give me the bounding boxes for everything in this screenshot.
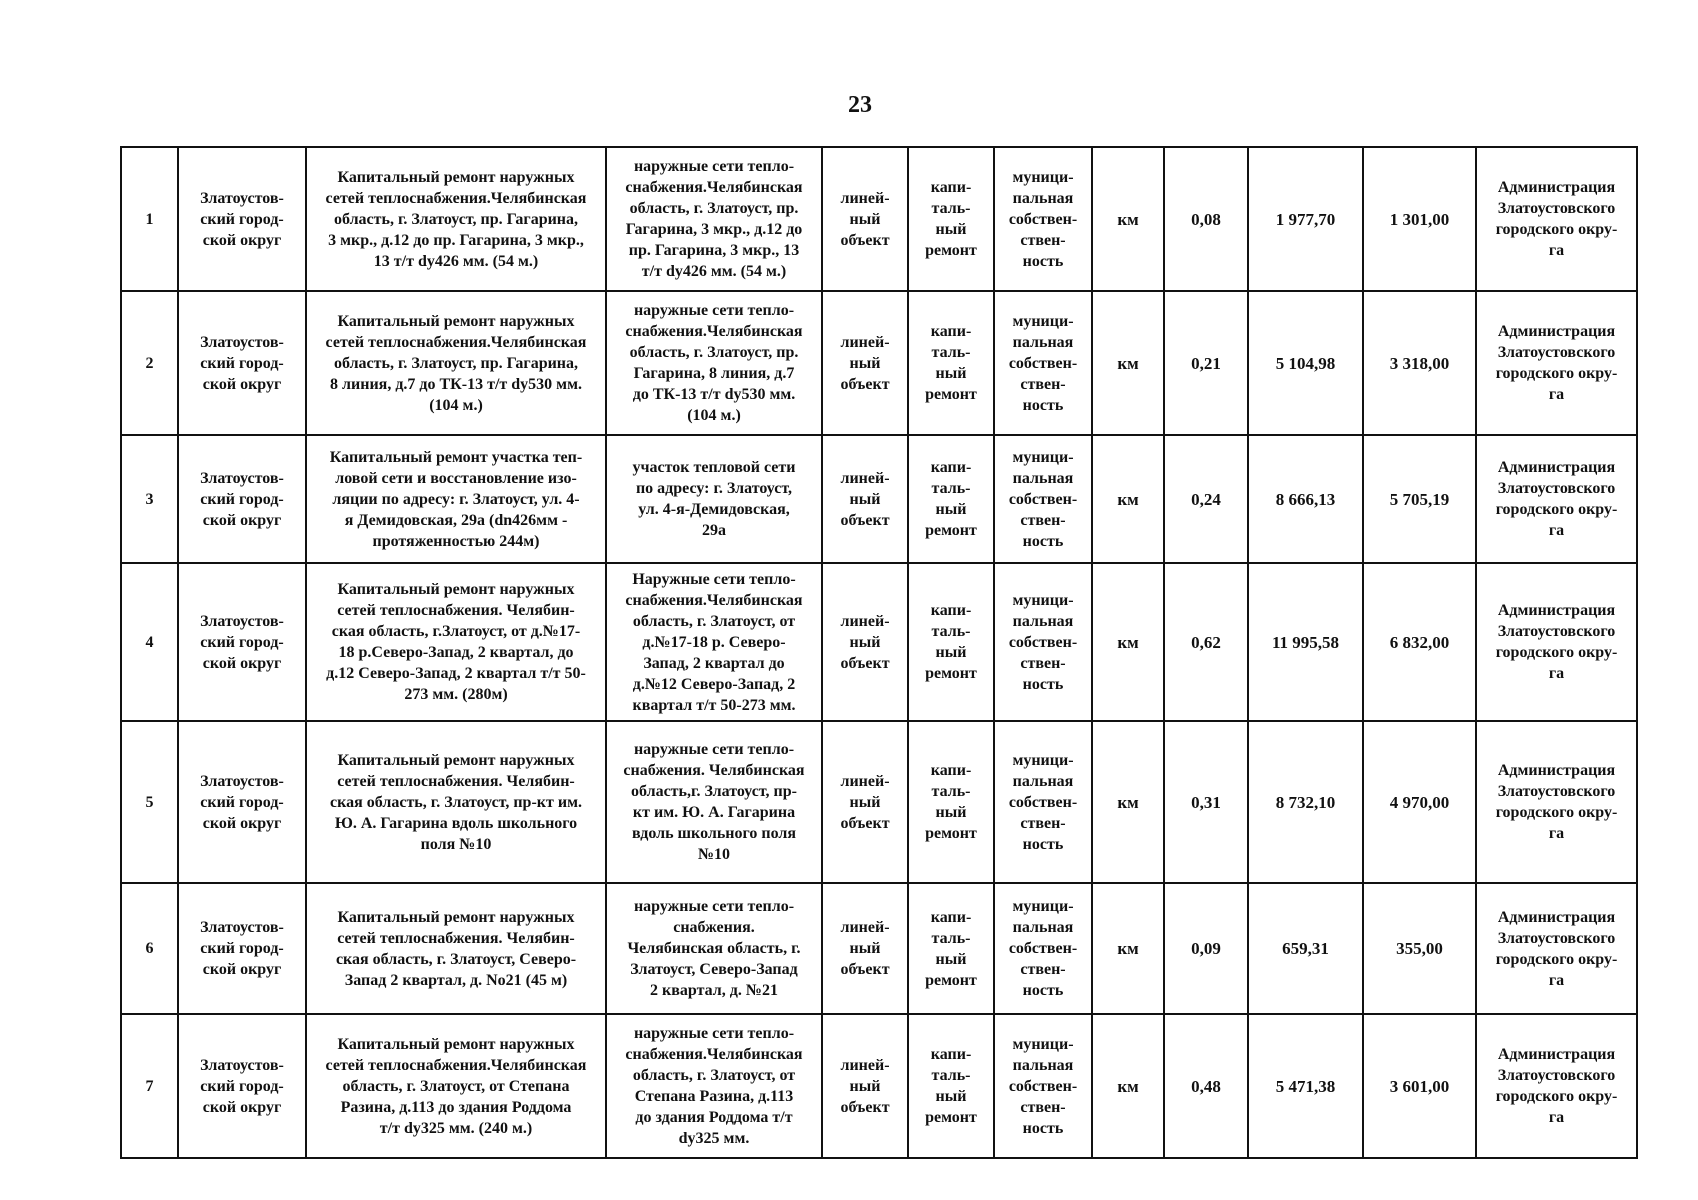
cost-value: 5 471,38	[1248, 1014, 1363, 1158]
funding-value: 1 301,00	[1363, 147, 1476, 291]
cost-value: 8 666,13	[1248, 435, 1363, 563]
registry-table	[120, 146, 1638, 1159]
object-type: линей- ный объект	[822, 563, 908, 721]
ownership-form: муници- пальная собствен- ствен- ность	[994, 563, 1092, 721]
project-name: Капитальный ремонт наружных сетей теплоснабжения. Челябин- ская область, г. Златоуст, пр-кт им. Ю. А. Гагарина вдоль школьного поля №10	[306, 721, 606, 883]
project-name: Капитальный ремонт наружных сетей теплоснабжения. Челябин- ская область, г.Златоуст, от д.№17- 18 р.Северо-Запад, 2 квартал, до д.12 Северо-Запад, 2 квартал т/т 50- 273 мм. (280м)	[306, 563, 606, 721]
object-description: наружные сети тепло- снабжения.Челябинская область, г. Златоуст, пр. Гагарина, 3 мкр., д.12 до пр. Гагарина, 3 мкр., 13 т/т dy426 мм. (54 м.)	[606, 147, 822, 291]
work-type: капи- таль- ный ремонт	[908, 147, 994, 291]
ownership-form: муници- пальная собствен- ствен- ность	[994, 883, 1092, 1014]
funding-value: 4 970,00	[1363, 721, 1476, 883]
project-name: Капитальный ремонт наружных сетей теплоснабжения.Челябинская область, г. Златоуст, пр. Гагарина, 3 мкр., д.12 до пр. Гагарина, 3 мкр., 13 т/т dy426 мм. (54 м.)	[306, 147, 606, 291]
work-type: капи- таль- ный ремонт	[908, 1014, 994, 1158]
object-type: линей- ный объект	[822, 435, 908, 563]
project-name: Капитальный ремонт участка теп- ловой сети и восстановление изо- ляции по адресу: г. Златоуст, ул. 4- я Демидовская, 29а (dn426мм - протяженностью 244м)	[306, 435, 606, 563]
unit: км	[1092, 883, 1164, 1014]
cost-value: 8 732,10	[1248, 721, 1363, 883]
object-type: линей- ный объект	[822, 883, 908, 1014]
work-type: капи- таль- ный ремонт	[908, 291, 994, 435]
unit: км	[1092, 563, 1164, 721]
customer: Администрация Златоустовского городского окру- га	[1476, 883, 1637, 1014]
object-description: наружные сети тепло- снабжения. Челябинская область, г. Златоуст, Северо-Запад 2 квартал, д. №21	[606, 883, 822, 1014]
length-value: 0,08	[1164, 147, 1248, 291]
row-number: 2	[121, 291, 178, 435]
municipal-district: Златоустов- ский город- ской округ	[178, 1014, 306, 1158]
ownership-form: муници- пальная собствен- ствен- ность	[994, 291, 1092, 435]
object-type: линей- ный объект	[822, 147, 908, 291]
object-description: участок тепловой сети по адресу: г. Златоуст, ул. 4-я-Демидовская, 29а	[606, 435, 822, 563]
cost-value: 659,31	[1248, 883, 1363, 1014]
funding-value: 5 705,19	[1363, 435, 1476, 563]
ownership-form: муници- пальная собствен- ствен- ность	[994, 1014, 1092, 1158]
funding-value: 3 318,00	[1363, 291, 1476, 435]
project-name: Капитальный ремонт наружных сетей теплоснабжения. Челябин- ская область, г. Златоуст, Северо- Запад 2 квартал, д. No21 (45 м)	[306, 883, 606, 1014]
length-value: 0,24	[1164, 435, 1248, 563]
cost-value: 1 977,70	[1248, 147, 1363, 291]
unit: км	[1092, 721, 1164, 883]
length-value: 0,21	[1164, 291, 1248, 435]
object-description: наружные сети тепло- снабжения.Челябинская область, г. Златоуст, от Степана Разина, д.113 до здания Роддома т/т dy325 мм.	[606, 1014, 822, 1158]
unit: км	[1092, 1014, 1164, 1158]
row-number: 7	[121, 1014, 178, 1158]
unit: км	[1092, 147, 1164, 291]
table-row	[121, 563, 1637, 721]
page-number: 23	[848, 92, 872, 118]
funding-value: 3 601,00	[1363, 1014, 1476, 1158]
municipal-district: Златоустов- ский город- ской округ	[178, 291, 306, 435]
cost-value: 11 995,58	[1248, 563, 1363, 721]
object-description: наружные сети тепло- снабжения.Челябинская область, г. Златоуст, пр. Гагарина, 8 линия, д.7 до ТК-13 т/т dy530 мм. (104 м.)	[606, 291, 822, 435]
table-row	[121, 435, 1637, 563]
object-description: Наружные сети тепло- снабжения.Челябинская область, г. Златоуст, от д.№17-18 р. Северо- Запад, 2 квартал до д.№12 Северо-Запад, 2 квартал т/т 50-273 мм.	[606, 563, 822, 721]
municipal-district: Златоустов- ский город- ской округ	[178, 147, 306, 291]
length-value: 0,62	[1164, 563, 1248, 721]
work-type: капи- таль- ный ремонт	[908, 435, 994, 563]
table-row	[121, 883, 1637, 1014]
table-row	[121, 721, 1637, 883]
row-number: 1	[121, 147, 178, 291]
project-name: Капитальный ремонт наружных сетей теплоснабжения.Челябинская область, г. Златоуст, от Степана Разина, д.113 до здания Роддома т/т dy325 мм. (240 м.)	[306, 1014, 606, 1158]
municipal-district: Златоустов- ский город- ской округ	[178, 435, 306, 563]
table-row	[121, 1014, 1637, 1158]
row-number: 4	[121, 563, 178, 721]
object-description: наружные сети тепло- снабжения. Челябинская область,г. Златоуст, пр- кт им. Ю. А. Гагарина вдоль школьного поля №10	[606, 721, 822, 883]
municipal-district: Златоустов- ский город- ской округ	[178, 563, 306, 721]
work-type: капи- таль- ный ремонт	[908, 883, 994, 1014]
length-value: 0,09	[1164, 883, 1248, 1014]
funding-value: 355,00	[1363, 883, 1476, 1014]
customer: Администрация Златоустовского городского окру- га	[1476, 1014, 1637, 1158]
object-type: линей- ный объект	[822, 1014, 908, 1158]
customer: Администрация Златоустовского городского окру- га	[1476, 563, 1637, 721]
ownership-form: муници- пальная собствен- ствен- ность	[994, 721, 1092, 883]
customer: Администрация Златоустовского городского окру- га	[1476, 721, 1637, 883]
row-number: 3	[121, 435, 178, 563]
project-name: Капитальный ремонт наружных сетей теплоснабжения.Челябинская область, г. Златоуст, пр. Гагарина, 8 линия, д.7 до ТК-13 т/т dy530 мм. (104 м.)	[306, 291, 606, 435]
work-type: капи- таль- ный ремонт	[908, 721, 994, 883]
ownership-form: муници- пальная собствен- ствен- ность	[994, 435, 1092, 563]
unit: км	[1092, 291, 1164, 435]
object-type: линей- ный объект	[822, 721, 908, 883]
ownership-form: муници- пальная собствен- ствен- ность	[994, 147, 1092, 291]
municipal-district: Златоустов- ский город- ской округ	[178, 883, 306, 1014]
row-number: 5	[121, 721, 178, 883]
municipal-district: Златоустов- ский город- ской округ	[178, 721, 306, 883]
length-value: 0,48	[1164, 1014, 1248, 1158]
row-number: 6	[121, 883, 178, 1014]
object-type: линей- ный объект	[822, 291, 908, 435]
table-row	[121, 291, 1637, 435]
customer: Администрация Златоустовского городского окру- га	[1476, 291, 1637, 435]
table-row	[121, 147, 1637, 291]
funding-value: 6 832,00	[1363, 563, 1476, 721]
work-type: капи- таль- ный ремонт	[908, 563, 994, 721]
length-value: 0,31	[1164, 721, 1248, 883]
customer: Администрация Златоустовского городского окру- га	[1476, 435, 1637, 563]
unit: км	[1092, 435, 1164, 563]
customer: Администрация Златоустовского городского окру- га	[1476, 147, 1637, 291]
cost-value: 5 104,98	[1248, 291, 1363, 435]
